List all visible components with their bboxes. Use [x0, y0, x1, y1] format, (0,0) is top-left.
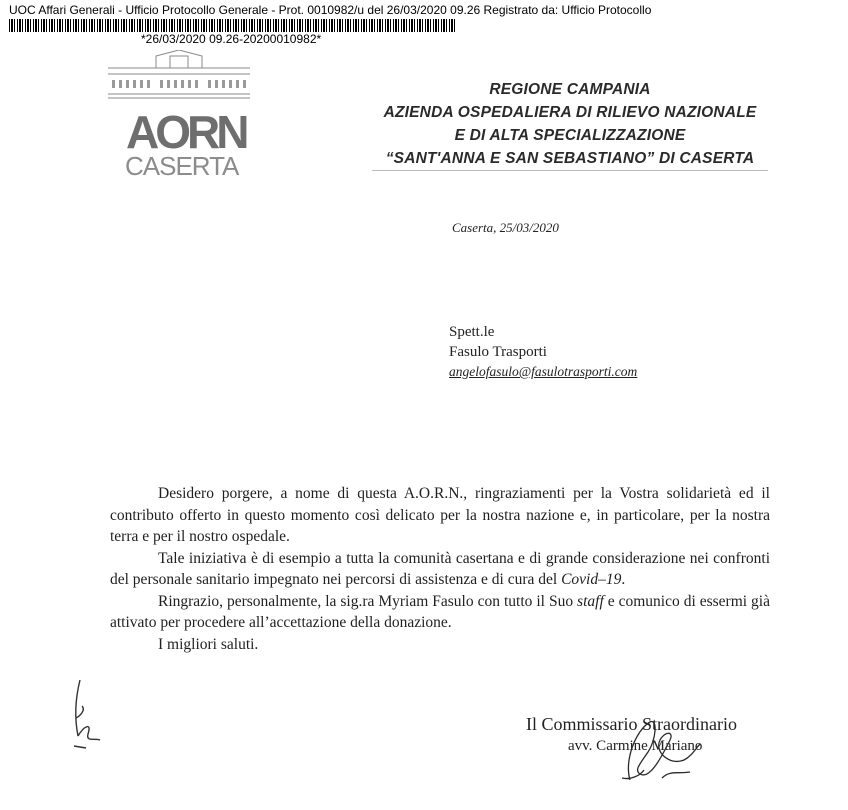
- signatory-title: Il Commissario Straordinario: [526, 714, 737, 734]
- body-paragraph-3: [110, 591, 770, 634]
- body-paragraph-2-text: Tale iniziativa è di esempio a tutta la comunità casertana e di grande considerazione nei confronti del personale sanitario impegnato nei percorsi di assistenza e di cura del: [110, 549, 770, 588]
- aorn-caserta-logo: [104, 50, 254, 180]
- body-paragraph-2: [110, 548, 770, 591]
- handwritten-signature: [600, 700, 710, 790]
- letterhead-divider: [372, 170, 768, 171]
- protocol-stamp: UOC Affari Generali - Ufficio Protocollo Generale - Prot. 0010982/u del 26/03/2020 09.26 Registrato da: Ufficio Protocollo: [9, 3, 652, 17]
- recipient-name: Fasulo Trasporti: [449, 344, 547, 360]
- body-paragraph-3-end: e comunico di essermi già attivato per procedere all’accettazione della donazione.: [110, 592, 770, 631]
- body-paragraph-3-text: Ringrazio, personalmente, la sig.ra Myriam Fasulo con tutto il Suo: [158, 592, 578, 610]
- letter-body: [110, 483, 770, 655]
- recipient-email[interactable]: angelofasulo@fasulotrasporti.com: [449, 364, 638, 379]
- letterhead-name: “SANT'ANNA E SAN SEBASTIANO” DI CASERTA: [385, 150, 755, 167]
- letterhead-specialization: E DI ALTA SPECIALIZZAZIONE: [454, 127, 686, 144]
- logo-caserta-text: CASERTA: [125, 151, 239, 180]
- recipient-block: [449, 322, 637, 382]
- letterhead: [370, 78, 770, 170]
- body-paragraph-2-end: .: [621, 571, 626, 588]
- closing-greeting: I migliori saluti.: [158, 635, 259, 653]
- letter-date: Caserta, 25/03/2020: [452, 220, 559, 235]
- body-paragraph-1: Desidero porgere, a nome di questa A.O.R.N., ringraziamenti per la Vostra solidarietà ed il contributo offerto in questo momento così delicato per la nostra nazione e, in particolare, per la nostra terra e per il nostro ospedale.: [110, 485, 770, 545]
- covid-term: Covid–19: [561, 571, 622, 588]
- logo-aorn-text: AORN: [126, 106, 246, 158]
- handwritten-initials: [66, 676, 106, 756]
- recipient-salutation: Spett.le: [449, 324, 495, 340]
- protocol-barcode: [9, 19, 455, 32]
- hospital-building-icon: [104, 50, 254, 180]
- signatory-name: avv. Carmine Mariano: [568, 738, 703, 754]
- letterhead-region: REGIONE CAMPANIA: [489, 81, 651, 98]
- staff-term: staff: [577, 592, 604, 610]
- barcode-text: *26/03/2020 09.26-20200010982*: [141, 32, 322, 46]
- letterhead-hospital: AZIENDA OSPEDALIERA DI RILIEVO NAZIONALE: [383, 104, 757, 121]
